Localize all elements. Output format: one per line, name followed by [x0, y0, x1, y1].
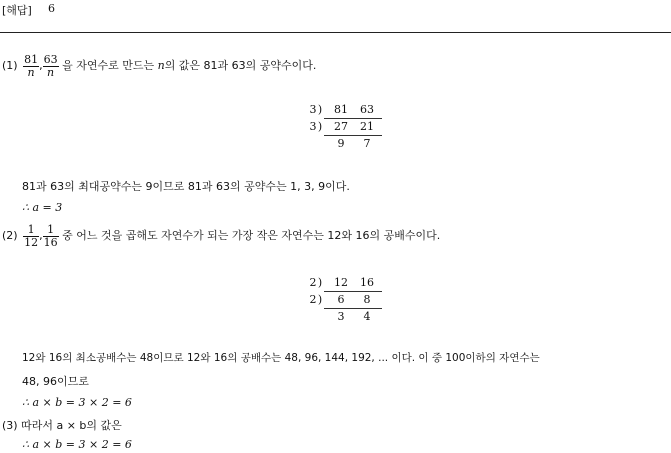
part2-explanation-1: 12와 16의 최소공배수는 48이므로 12와 16의 공배수는 48, 96, 144, 192, ... 이다. 이 중 100이하의 자연수는: [22, 352, 540, 364]
fraction-denominator: n: [43, 66, 59, 79]
ladder-value: 27: [334, 120, 348, 133]
part2-line: [2, 216, 440, 256]
ladder-value: 8: [363, 293, 371, 306]
part3-therefore: ∴ a × b = 3 × 2 = 6: [22, 438, 132, 451]
ladder-bracket: ): [317, 293, 323, 306]
part2-explanation-2: 48, 96이므로: [22, 375, 89, 388]
part1-therefore: ∴ a = 3: [22, 201, 63, 214]
part2-fraction-2: [43, 224, 59, 249]
part1-fraction-2: [43, 54, 59, 79]
ladder-value: 9: [337, 137, 345, 150]
part2-therefore: ∴ a × b = 3 × 2 = 6: [22, 396, 132, 409]
fraction-denominator: 16: [43, 235, 58, 249]
part2-division-ladder: [309, 276, 392, 328]
answer-label: [해답]: [2, 4, 32, 17]
comma: ,: [39, 59, 43, 72]
part1-fraction-1: [23, 54, 39, 79]
part2-number: (2): [2, 229, 18, 242]
ladder-value: 3: [337, 310, 345, 323]
part2-fraction-1: [23, 224, 39, 249]
part3-line: [2, 417, 122, 433]
ladder-value: 4: [363, 310, 371, 323]
ladder-value: 6: [337, 293, 345, 306]
ladder-value: 63: [360, 103, 374, 116]
part2-text: 중 어느 것을 곱해도 자연수가 되는 가장 작은 자연수는 12와 16의 공배수이다.: [62, 229, 441, 242]
ladder-line: [324, 308, 382, 309]
ladder-value: 21: [360, 120, 374, 133]
ladder-line: [324, 291, 382, 292]
variable-n: n: [157, 59, 165, 72]
part1-explanation: 81과 63의 최대공약수는 9이므로 81과 63의 공약수는 1, 3, 9이다.: [22, 180, 350, 193]
fraction-denominator: n: [23, 66, 39, 79]
fraction-denominator: 12: [24, 235, 39, 249]
part1-division-ladder: [309, 103, 392, 155]
fraction-numerator: 81: [24, 52, 39, 66]
ladder-divisor: 3: [309, 103, 317, 116]
ladder-bracket: ): [317, 120, 323, 133]
part1-number: (1): [2, 59, 18, 72]
fraction-numerator: 63: [43, 52, 58, 66]
ladder-divisor: 3: [309, 120, 317, 133]
ladder-value: 12: [334, 276, 348, 289]
ladder-value: 16: [360, 276, 374, 289]
ladder-value: 81: [334, 103, 348, 116]
part3-text: 따라서 a × b의 값은: [21, 419, 122, 432]
ladder-divisor: 2: [309, 276, 317, 289]
ladder-line: [324, 135, 382, 136]
header-divider: [0, 32, 671, 33]
answer-value: 6: [48, 2, 55, 15]
ladder-bracket: ): [317, 103, 323, 116]
part1-line: [2, 46, 316, 86]
part1-text-2: 의 값은 81과 63의 공약수이다.: [164, 59, 317, 72]
ladder-line: [324, 118, 382, 119]
fraction-numerator: 1: [27, 222, 35, 236]
ladder-divisor: 2: [309, 293, 317, 306]
part3-number: (3): [2, 419, 18, 432]
ladder-bracket: ): [317, 276, 323, 289]
ladder-value: 7: [363, 137, 371, 150]
part1-text: 을 자연수로 만드는: [62, 59, 158, 72]
comma: ,: [39, 229, 43, 242]
fraction-numerator: 1: [47, 222, 55, 236]
